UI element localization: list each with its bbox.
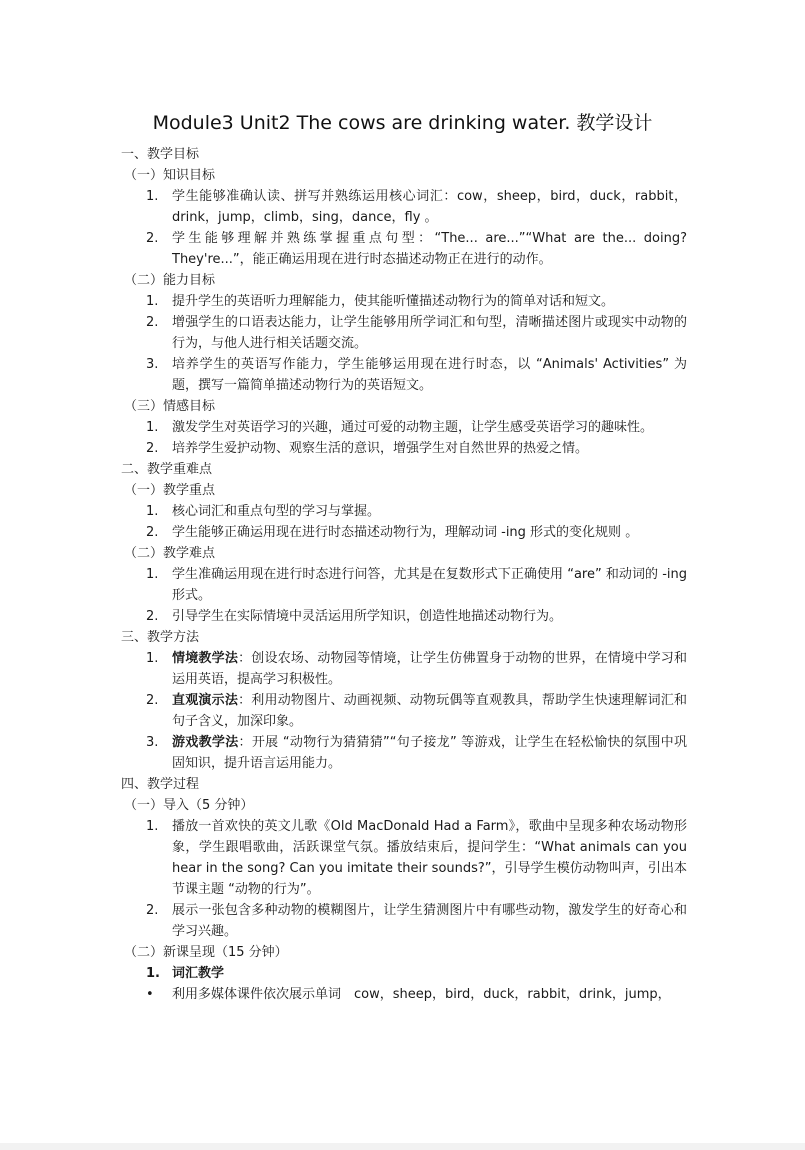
method-name: 情境教学法 xyxy=(172,651,239,666)
list-number: 1. xyxy=(146,189,159,204)
list-item xyxy=(121,417,687,438)
subsection-heading: （二）教学难点 xyxy=(124,546,216,561)
list-text: 提升学生的英语听力理解能力，使其能听懂描述动物行为的简单对话和短文。 xyxy=(172,294,615,309)
list-text: 词汇教学 xyxy=(172,966,225,981)
list-text: 激发学生对英语学习的兴趣，通过可爱的动物主题，让学生感受英语学习的趣味性。 xyxy=(172,420,654,435)
list-number: 2. xyxy=(146,609,159,624)
list-text: 学生能够正确运用现在进行时态描述动物行为，理解动词 -ing 形式的变化规则 。 xyxy=(172,525,639,540)
list-number: 1. xyxy=(146,420,159,435)
document-body xyxy=(121,144,687,1005)
list-text: 增强学生的口语表达能力，让学生能够用所学词汇和句型，清晰描述图片或现实中动物的行为，与他人进行相关话题交流。 xyxy=(172,315,687,351)
list-item xyxy=(121,900,687,942)
list-item xyxy=(121,606,687,627)
list-item xyxy=(121,732,687,774)
method-name: 直观演示法 xyxy=(172,693,239,708)
list-item xyxy=(121,186,687,228)
list-text xyxy=(172,732,687,774)
section-heading: 四、教学过程 xyxy=(121,777,200,792)
list-item xyxy=(121,501,687,522)
list-item xyxy=(121,354,687,396)
section-heading: 三、教学方法 xyxy=(121,630,200,645)
method-description: ：创设农场、动物园等情境，让学生仿佛置身于动物的世界，在情境中学习和运用英语，提高学习积极性。 xyxy=(172,651,687,687)
list-item xyxy=(121,564,687,606)
list-item xyxy=(121,522,687,543)
list-text: 展示一张包含多种动物的模糊图片，让学生猜测图片中有哪些动物，激发学生的好奇心和学习兴趣。 xyxy=(172,903,687,939)
list-text: 核心词汇和重点句型的学习与掌握。 xyxy=(172,504,381,519)
list-item xyxy=(121,228,687,270)
list-item xyxy=(121,648,687,690)
list-text: 学生准确运用现在进行时态进行问答，尤其是在复数形式下正确使用 “are” 和动词的 -ing 形式。 xyxy=(172,567,687,603)
list-number: 1. xyxy=(146,819,159,834)
list-number: 3. xyxy=(146,357,159,372)
section-heading: 二、教学重难点 xyxy=(121,462,213,477)
list-text: 学生能够理解并熟练掌握重点句型：“The... are...”“What are the... doing? They're...”，能正确运用现在进行时态描述动物正在进行的动作。 xyxy=(172,231,687,267)
list-item xyxy=(121,816,687,900)
document-title: Module3 Unit2 The cows are drinking water. 教学设计 xyxy=(152,112,653,134)
list-number: 2. xyxy=(146,315,159,330)
list-item xyxy=(121,291,687,312)
list-text: 培养学生爱护动物、观察生活的意识，增强学生对自然世界的热爱之情。 xyxy=(172,441,589,456)
list-number: 1. xyxy=(146,651,159,666)
list-number: 2. xyxy=(146,693,159,708)
section-heading: 一、教学目标 xyxy=(121,147,200,162)
list-number: 3. xyxy=(146,735,159,750)
bullet-icon: • xyxy=(146,987,154,1002)
list-number: 1. xyxy=(146,567,159,582)
list-number: 1. xyxy=(146,504,159,519)
list-item xyxy=(121,690,687,732)
list-number: 2. xyxy=(146,231,159,246)
subsection-heading: （一）教学重点 xyxy=(124,483,216,498)
method-description: ：利用动物图片、动画视频、动物玩偶等直观教具，帮助学生快速理解词汇和句子含义，加深印象。 xyxy=(172,693,687,729)
list-text xyxy=(172,690,687,732)
subsection-heading: （三）情感目标 xyxy=(124,399,216,414)
bullet-item xyxy=(121,984,687,1005)
subsection-heading: （二）能力目标 xyxy=(124,273,216,288)
list-item xyxy=(121,963,687,984)
list-text: 培养学生的英语写作能力，学生能够运用现在进行时态，以 “Animals' Activities” 为题，撰写一篇简单描述动物行为的英语短文。 xyxy=(172,357,687,393)
list-number: 2. xyxy=(146,903,159,918)
list-text xyxy=(172,648,687,690)
method-description: ：开展 “动物行为猜猜猜”“句子接龙” 等游戏，让学生在轻松愉快的氛围中巩固知识，提升语言运用能力。 xyxy=(172,735,687,771)
method-name: 游戏教学法 xyxy=(172,735,239,750)
list-number: 1. xyxy=(146,294,159,309)
list-number: 2. xyxy=(146,525,159,540)
list-item xyxy=(121,438,687,459)
list-item xyxy=(121,312,687,354)
subsection-heading: （一）知识目标 xyxy=(124,168,216,183)
list-text: 引导学生在实际情境中灵活运用所学知识，创造性地描述动物行为。 xyxy=(172,609,563,624)
list-text: 学生能够准确认读、拼写并熟练运用核心词汇：cow，sheep，bird，duck，rabbit，drink，jump，climb，sing，dance，fly 。 xyxy=(172,189,687,225)
subsection-heading: （一）导入（5 分钟） xyxy=(124,798,254,813)
list-text: 利用多媒体课件依次展示单词 cow，sheep，bird，duck，rabbit，drink，jump， xyxy=(172,987,671,1002)
list-text: 播放一首欢快的英文儿歌《Old MacDonald Had a Farm》，歌曲中呈现多种农场动物形象，学生跟唱歌曲，活跃课堂气氛。播放结束后，提问学生：“What animals can you hear in the song? Can you imitate their sounds?”，引导学生模仿动物叫声，引出本节课主题 “动物的行为”。 xyxy=(172,819,687,897)
list-number: 1. xyxy=(146,966,160,981)
subsection-heading: （二）新课呈现（15 分钟） xyxy=(124,945,288,960)
list-number: 2. xyxy=(146,441,159,456)
